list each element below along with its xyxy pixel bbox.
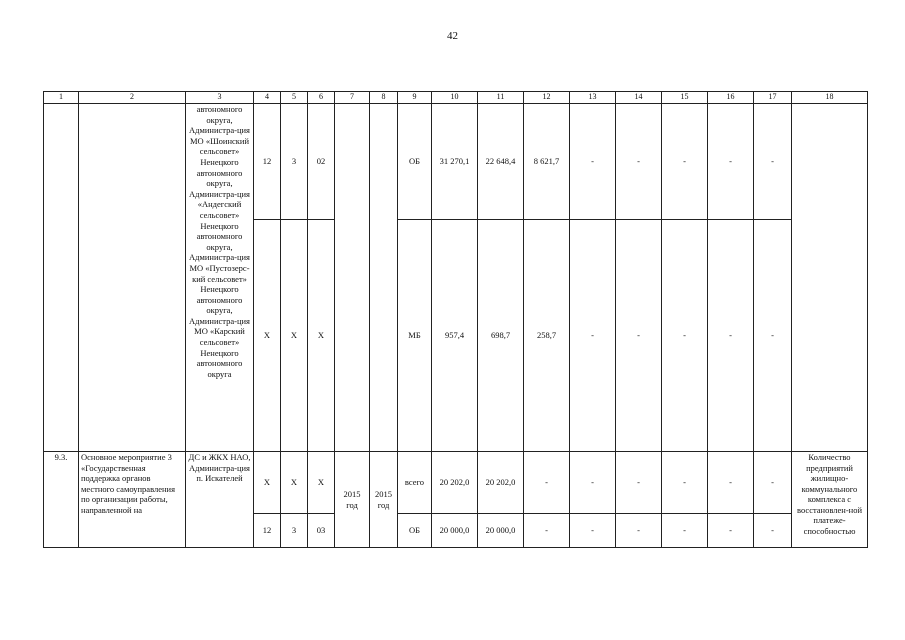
cell: - [616, 104, 662, 220]
cell: - [754, 514, 792, 548]
header-cell: 14 [616, 92, 662, 104]
cell: 20 202,0 [432, 452, 478, 514]
header-cell: 6 [308, 92, 335, 104]
cell: 02 [308, 104, 335, 220]
cell: МБ [398, 220, 432, 452]
cell: 12 [254, 104, 281, 220]
table-header-row [44, 92, 868, 104]
header-cell: 16 [708, 92, 754, 104]
cell: 03 [308, 514, 335, 548]
cell: - [616, 452, 662, 514]
cell: - [524, 514, 570, 548]
cell: Х [254, 220, 281, 452]
cell: 20 000,0 [478, 514, 524, 548]
cell: 31 270,1 [432, 104, 478, 220]
cell: 957,4 [432, 220, 478, 452]
cell: - [570, 104, 616, 220]
cell: - [570, 452, 616, 514]
header-cell: 1 [44, 92, 79, 104]
header-cell: 10 [432, 92, 478, 104]
cell-start: 2015 год [335, 452, 370, 548]
header-cell: 11 [478, 92, 524, 104]
table-row [44, 104, 868, 220]
cell: - [754, 220, 792, 452]
cell-num [44, 104, 79, 452]
cell: Х [308, 452, 335, 514]
cell: - [662, 514, 708, 548]
cell: ОБ [398, 104, 432, 220]
cell: 3 [281, 104, 308, 220]
cell: 12 [254, 514, 281, 548]
cell-end [370, 104, 398, 452]
cell: - [570, 514, 616, 548]
cell: - [662, 452, 708, 514]
cell: 3 [281, 514, 308, 548]
cell: 698,7 [478, 220, 524, 452]
header-cell: 18 [792, 92, 868, 104]
cell: - [754, 452, 792, 514]
budget-table [43, 91, 868, 548]
cell: Х [254, 452, 281, 514]
cell-name: Основное мероприятие 3 «Государственная поддержка органов местного самоуправления по организации работы, направленной на [79, 452, 186, 548]
cell: Х [281, 220, 308, 452]
cell: 20 202,0 [478, 452, 524, 514]
cell-executor: автономного округа, Администра-ция МО «Шоинский сельсовет» Ненецкого автономного округа, Администра-ция «Андегский сельсовет» Ненецкого автономного округа, Администра-ция МО «Пустозерс-кий сельсовет» Ненецкого автономного округа, Администра-ция МО «Карский сельсовет» Ненецкого автономного округа [186, 104, 254, 452]
cell: - [708, 220, 754, 452]
header-cell: 4 [254, 92, 281, 104]
cell-num: 9.3. [44, 452, 79, 548]
cell: 22 648,4 [478, 104, 524, 220]
cell-name [79, 104, 186, 452]
header-cell: 17 [754, 92, 792, 104]
cell: 8 621,7 [524, 104, 570, 220]
cell: Х [308, 220, 335, 452]
cell: ОБ [398, 514, 432, 548]
cell: 258,7 [524, 220, 570, 452]
cell: - [662, 220, 708, 452]
header-cell: 9 [398, 92, 432, 104]
cell: - [524, 452, 570, 514]
cell: Х [281, 452, 308, 514]
cell-executor: ДС и ЖКХ НАО, Администра-ция п. Искателей [186, 452, 254, 548]
cell-start [335, 104, 370, 452]
header-cell: 15 [662, 92, 708, 104]
cell: - [708, 514, 754, 548]
cell: всего [398, 452, 432, 514]
header-cell: 2 [79, 92, 186, 104]
cell: - [570, 220, 616, 452]
cell: - [616, 514, 662, 548]
cell-end: 2015 год [370, 452, 398, 548]
header-cell: 7 [335, 92, 370, 104]
header-cell: 13 [570, 92, 616, 104]
cell: - [754, 104, 792, 220]
cell: - [662, 104, 708, 220]
cell-indicator [792, 104, 868, 452]
header-cell: 3 [186, 92, 254, 104]
header-cell: 12 [524, 92, 570, 104]
cell: - [616, 220, 662, 452]
table-row [44, 452, 868, 514]
page-number: 42 [447, 30, 458, 42]
header-cell: 8 [370, 92, 398, 104]
cell: - [708, 452, 754, 514]
header-cell: 5 [281, 92, 308, 104]
cell-indicator: Количество предприятий жилищно-коммунального комплекса с восстановлен-ной платеже-способностью [792, 452, 868, 548]
cell: 20 000,0 [432, 514, 478, 548]
cell: - [708, 104, 754, 220]
